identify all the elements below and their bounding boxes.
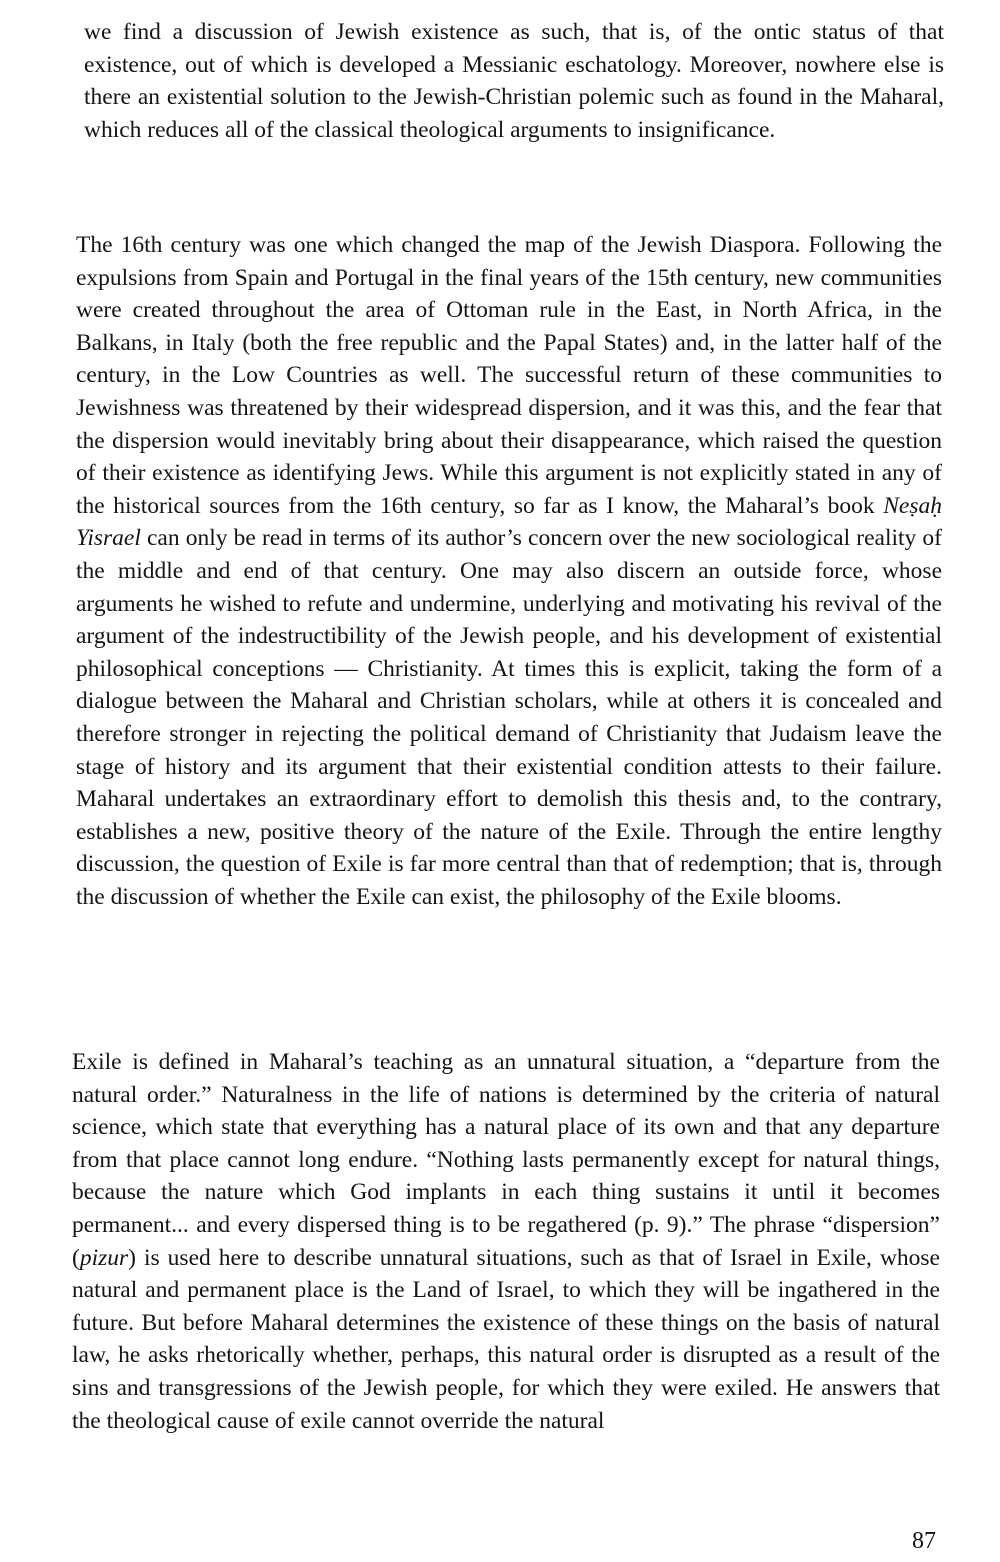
paragraph-3-text-part-1: Exile is defined in Maharal’s teaching as an unnatural situation, a “departure from the natural order.” Naturalness in the life of nations is determined by the criteria of natural science, which state that everything has a natural place of its own and that any departure from that place cannot long endure. “Nothing lasts permanently except for natural things, because the nature which God implants in each thing sustains it until it becomes permanent... and every dispersed thing is to be regathered (p. 9).” The phrase “dispersion” (: [72, 1049, 940, 1271]
paragraph-2-text-part-2: can only be read in terms of its author’s concern over the new sociological reality of the middle and end of that century. One may also discern an outside force, whose arguments he wished to refute and undermine, underlying and motivating his revival of the argument of the indestructibility of the Jewish people, and his development of existential philosophical conceptions — Christianity. At times this is explicit, taking the form of a dialogue between the Maharal and Christian scholars, while at others it is concealed and therefore stronger in rejecting the political demand of Christianity that Judaism leave the stage of history and its argument that their existential condition attests to their failure. Maharal undertakes an extraordinary effort to demolish this thesis and, to the contrary, establishes a new, positive theory of the nature of the Exile. Through the entire lengthy discussion, the question of Exile is far more central than that of redemption; that is, through the discussion of whether the Exile can exist, the philosophy of the Exile blooms.: [76, 525, 942, 910]
page-number: 87: [912, 1528, 936, 1554]
paragraph-2-text-part-1: The 16th century was one which changed the map of the Jewish Diaspora. Following the expulsions from Spain and Portugal in the final years of the 15th century, new communities were created throughout the area of Ottoman rule in the East, in North Africa, in the Balkans, in Italy (both the free republic and the Papal States) and, in the latter half of the century, in the Low Countries as well. The successful return of these communities to Jewishness was threatened by their widespread dispersion, and it was this, and the fear that the dispersion would inevitably bring about their disappearance, which raised the question of their existence as identifying Jews. While this argument is not explicitly stated in any of the historical sources from the 16th century, so far as I know, the Maharal’s book: [76, 232, 942, 519]
body-paragraph-3: [72, 1046, 940, 1437]
body-paragraph-1: [84, 16, 944, 146]
paragraph-1-text: we find a discussion of Jewish existence as such, that is, of the ontic status of that existence, out of which is developed a Messianic eschatology. Moreover, nowhere else is there an existential solution to the Jewish-Christian polemic such as found in the Maharal, which reduces all of the classical theological arguments to insignificance.: [84, 19, 944, 143]
term-pizur: pizur: [79, 1244, 129, 1271]
body-paragraph-2: [76, 229, 942, 913]
paragraph-3-text-part-2: ) is used here to describe unnatural situations, such as that of Israel in Exile, whose natural and permanent place is the Land of Israel, to which they will be ingathered in the future. But before Maharal determines the existence of these things on the basis of natural law, he asks rhetorically whether, perhaps, this natural order is disrupted as a result of the sins and transgressions of the Jewish people, for which they were exiled. He answers that the theological cause of exile cannot override the natural: [72, 1244, 940, 1434]
book-title-nesah-yisrael: Neṣaḥ Yisrael: [76, 492, 942, 552]
